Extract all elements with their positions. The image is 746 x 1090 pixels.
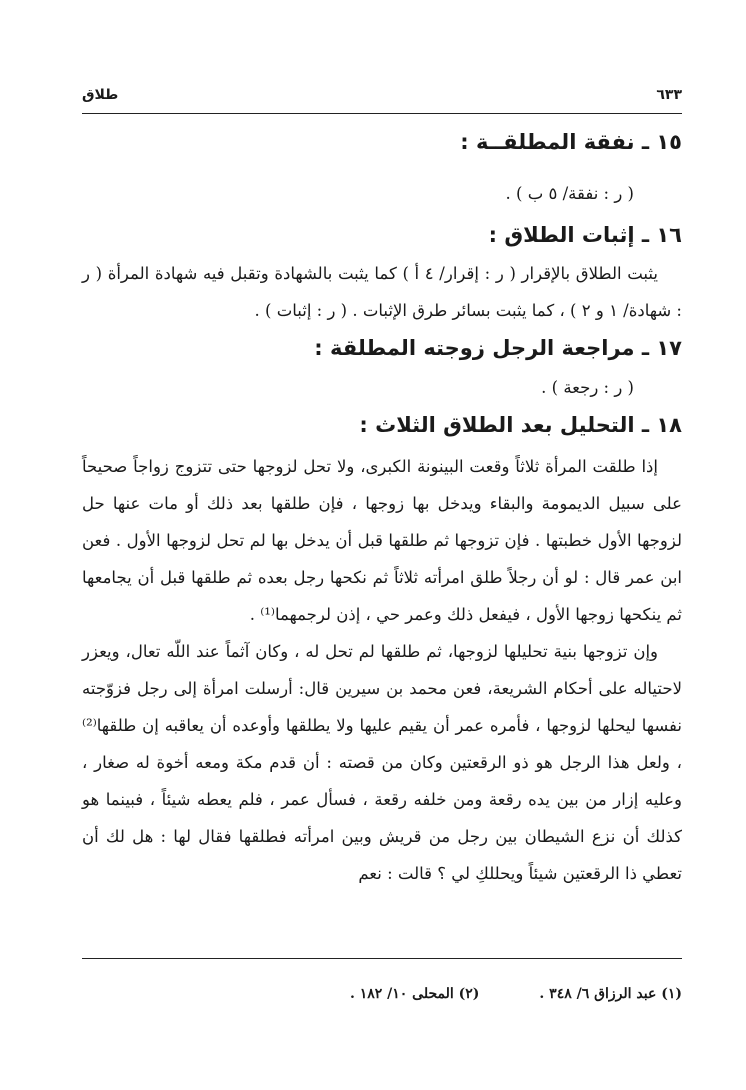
section-18-paragraph-1: إذا طلقت المرأة ثلاثاً وقعت البينونة الكبرى، ولا تحل لزوجها حتى تتزوج زواجاً صحيحاً على سبيل الديمومة والبقاء ويدخل بها زوجها ، فإن طلقها بعد ذلك أو مات عنها حل لزوجها الأول خطبتها . فإن تزوجها ثم طلقها قبل أن يدخل بها لم تحل لزوجها الأول . فعن ابن عمر قال : لو أن رجلاً طلق امرأته ثلاثاً ثم نكحها رجل بعده ثم طلقها قبل أن يجامعها ثم ينكحها زوجها الأول ، فيفعل ذلك وعمر حي ، إذن لرجمهما⁽¹⁾ . — [82, 457, 682, 624]
main-content — [82, 118, 682, 892]
section-15-heading: ١٥ ـ نفقة المطلقــة : — [460, 130, 682, 154]
footnote-divider — [82, 958, 682, 959]
page-number: ٦٣٣ — [656, 87, 682, 103]
footnotes — [82, 986, 682, 1002]
section-15-reference: ( ر : نفقة/ ٥ ب ) . — [505, 184, 634, 203]
footnote-2: (٢) المحلى ١٠/ ١٨٢ . — [349, 986, 480, 1002]
section-17-heading: ١٧ ـ مراجعة الرجل زوجته المطلقة : — [314, 336, 682, 360]
section-18-heading: ١٨ ـ التحليل بعد الطلاق الثلاث : — [359, 413, 682, 437]
section-16-paragraph: يثبت الطلاق بالإقرار ( ر : إقرار/ ٤ أ ) كما يثبت بالشهادة وتقبل فيه شهادة المرأة ( ر : شهادة/ ١ و ٢ ) ، كما يثبت بسائر طرق الإثبات . ( ر : إثبات ) . — [82, 264, 682, 320]
running-title: طلاق — [82, 87, 119, 103]
section-18-paragraph-2: وإن تزوجها بنية تحليلها لزوجها، ثم طلقها لم تحل له ، وكان آثماً عند اللّه تعال، ويعزر لاحتياله على أحكام الشريعة، فعن محمد بن سيرين قال: أرسلت امرأة إلى رجل فزوّجته نفسها ليحلها لزوجها ، فأمره عمر أن يقيم عليها ولا يطلقها وأوعده أن يعاقبه إن طلقها⁽²⁾ ، ولعل هذا الرجل هو ذو الرقعتين وكان من قصته : أن قدم مكة ومعه أخوة له صغار ، وعليه إزار من بين يده رقعة ومن خلفه رقعة ، فسأل عمر ، فلم يعطه شيئاً ، فبينما هو كذلك أن نزع الشيطان بين رجل من قريش وبين امرأته فطلقها فقال لها : هل لك أن تعطي ذا الرقعتين شيئاً ويحللكِ لي ؟ قالت : نعم — [82, 642, 682, 883]
header-divider — [82, 113, 682, 114]
running-header — [82, 82, 682, 108]
section-17-reference: ( ر : رجعة ) . — [541, 378, 634, 397]
section-16-heading: ١٦ ـ إثبات الطلاق : — [488, 223, 682, 247]
footnote-1: (١) عبد الرزاق ٦/ ٣٤٨ . — [539, 986, 682, 1002]
